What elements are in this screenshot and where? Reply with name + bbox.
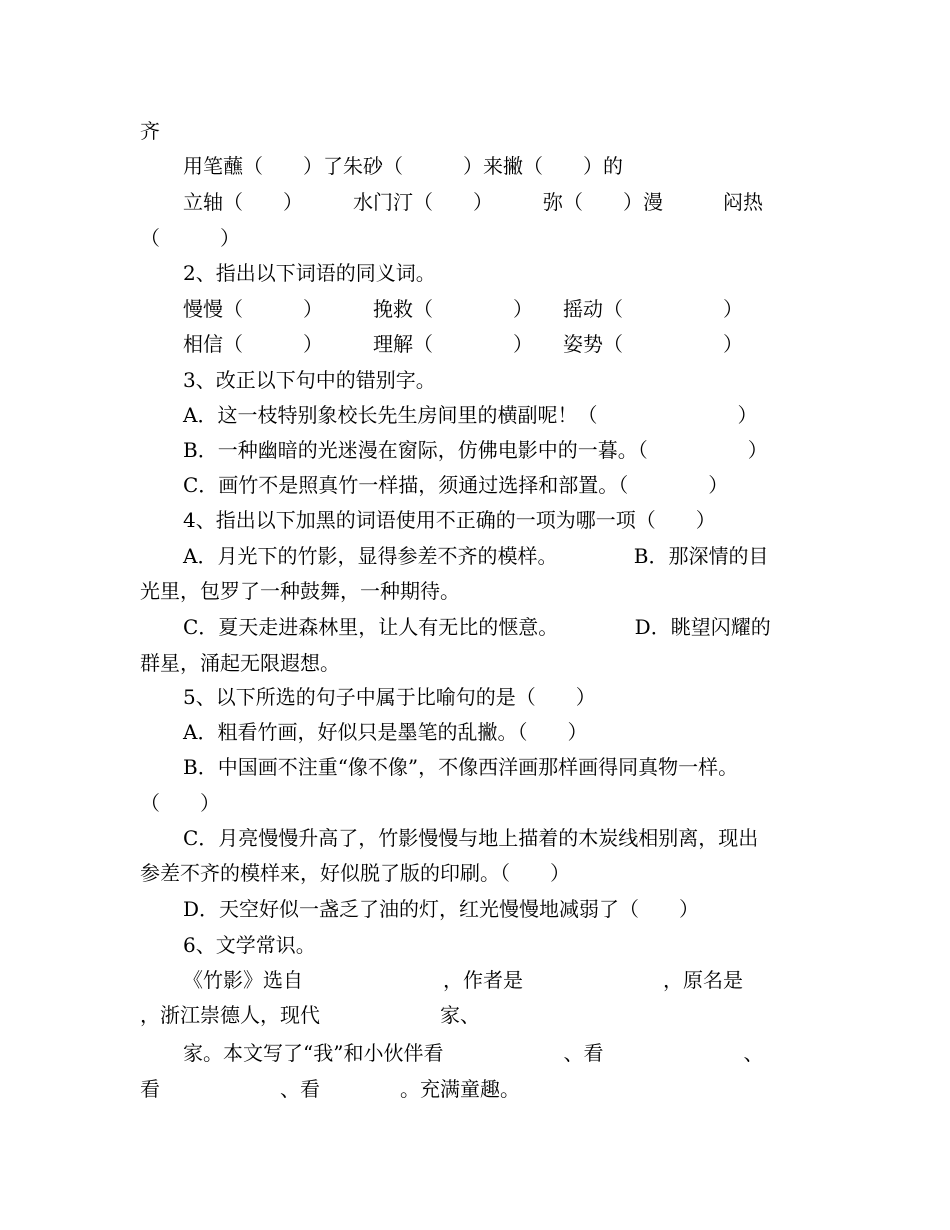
text-line-20: （ ） <box>140 791 220 815</box>
question-4-title: 4、指出以下加黑的词语使用不正确的一项为哪一项（ ） <box>183 508 716 532</box>
question-2-title: 2、指出以下词语的同义词。 <box>183 261 436 285</box>
text-line-19: B．中国画不注重“像不像”，不像西洋画那样画得同真物一样。 <box>183 755 739 779</box>
text-line-14: 光里，包罗了一种鼓舞，一种期待。 <box>140 579 460 603</box>
text-line-26: ，浙江崇德人，现代 家、 <box>140 1003 480 1027</box>
text-line-27: 家。本文写了“我”和小伙伴看 、看 、 <box>183 1041 764 1065</box>
text-line-18: A．粗看竹画，好似只是墨笔的乱撇。（ ） <box>183 720 588 744</box>
text-line-9: A．这一枝特别象校长先生房间里的横副呢！（ ） <box>183 403 758 427</box>
text-line-6: 慢慢（ ） 挽救（ ） 摇动（ ） <box>183 297 743 321</box>
text-line-16: 群星，涌起无限遐想。 <box>140 651 340 675</box>
text-line-7: 相信（ ） 理解（ ） 姿势（ ） <box>183 332 743 356</box>
text-line-1: 齐 <box>140 119 160 143</box>
question-6-title: 6、文学常识。 <box>183 933 316 957</box>
text-line-4: （ ） <box>140 226 240 250</box>
text-line-10: B．一种幽暗的光迷漫在窗际，仿佛电影中的一暮。（ ） <box>183 438 768 462</box>
text-line-25: 《竹影》选自 ，作者是 ，原名是 <box>183 968 743 992</box>
text-line-23: D．天空好似一盏乏了油的灯，红光慢慢地减弱了（ ） <box>183 897 700 921</box>
text-line-15: C．夏天走进森林里，让人有无比的惬意。 D．眺望闪耀的 <box>183 615 771 639</box>
question-3-title: 3、改正以下句中的错别字。 <box>183 368 436 392</box>
text-line-13: A．月光下的竹影，显得参差不齐的模样。 B．那深情的目 <box>183 544 769 568</box>
text-line-21: C．月亮慢慢升高了，竹影慢慢与地上描着的木炭线相别离，现出 <box>183 826 759 850</box>
text-line-22: 参差不齐的模样来，好似脱了版的印刷。（ ） <box>140 861 570 885</box>
text-line-28: 看 、看 。充满童趣。 <box>140 1077 520 1101</box>
text-line-2: 用笔蘸（ ）了朱砂（ ）来撇（ ）的 <box>183 154 623 178</box>
question-5-title: 5、以下所选的句子中属于比喻句的是（ ） <box>183 685 596 709</box>
text-line-11: C．画竹不是照真竹一样描，须通过选择和部置。（ ） <box>183 473 729 497</box>
text-line-3: 立轴（ ） 水门汀（ ） 弥（ ）漫 闷热 <box>183 190 763 214</box>
